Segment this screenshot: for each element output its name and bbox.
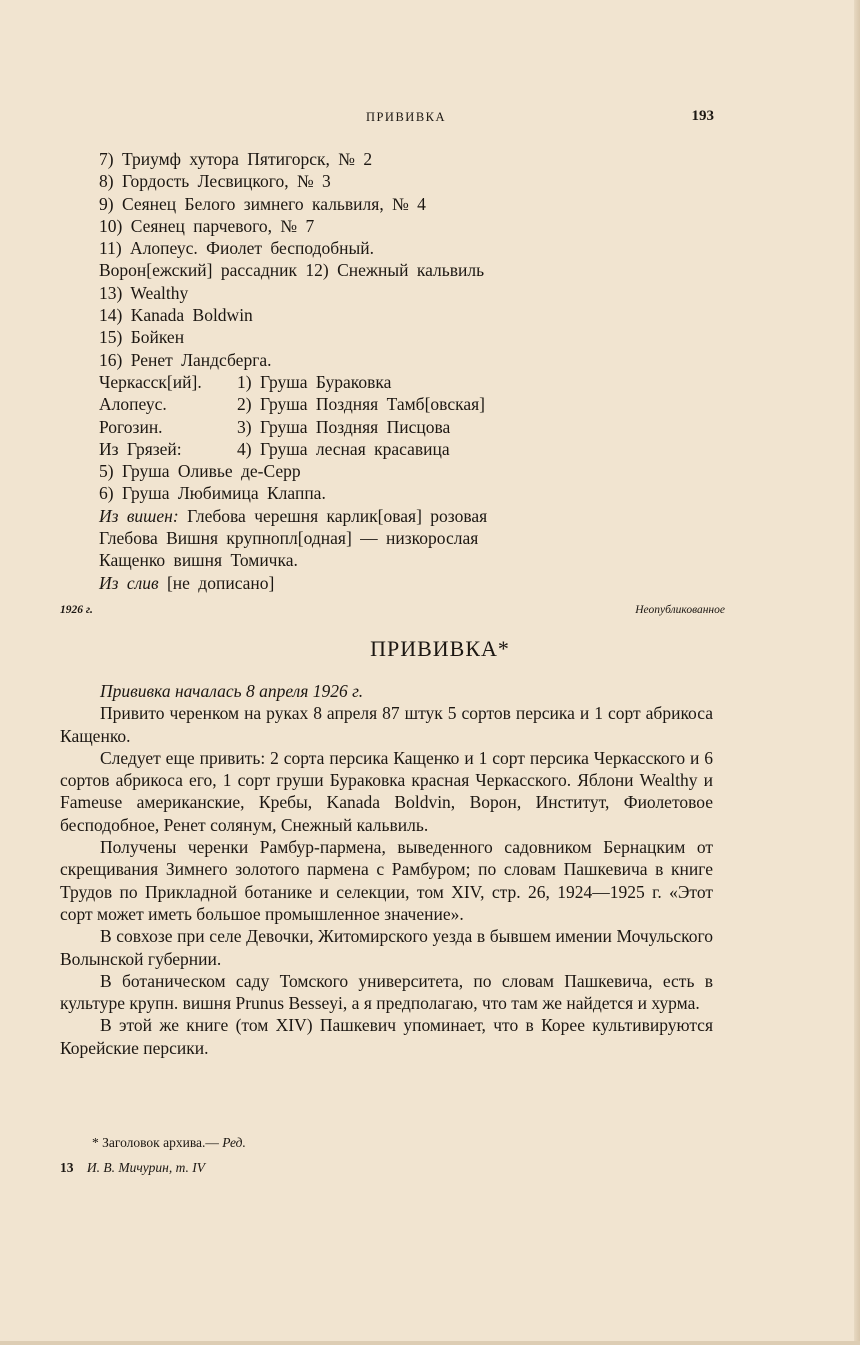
signoff-status: Неопубликованное	[635, 604, 725, 616]
article-body	[60, 680, 713, 1059]
footnote-editor: Ред.	[222, 1135, 246, 1150]
cherries-label: Из вишен:	[99, 505, 179, 526]
paragraph: Следует еще привить: 2 сорта персика Кащенко и 1 сорт персика Черкасского и 6 сортов абрикоса его, 1 сорт груши Бураковка красная Черкасского. Яблони Wealthy и Fameuse американские, Кребы, Kanada Boldvin, Ворон, Институт, Фиолетовое бесподобное, Ренет солянум, Снежный кальвиль.	[60, 747, 713, 835]
paragraph: В ботаническом саду Томского университета, по словам Пашкевича, есть в культуре крупн. вишня Prunus Besseyi, а я предполагаю, что там же найдется и хурма.	[60, 970, 713, 1014]
article-title: ПРИВИВКА*	[370, 636, 510, 661]
signoff-date: 1926 г.	[60, 604, 93, 616]
plums-label: Из слив	[99, 572, 159, 593]
page-number: 193	[691, 108, 714, 124]
list-item: 5) Груша Оливье де-Серр	[99, 461, 301, 482]
list-item: 7) Триумф хутора Пятигорск, № 2	[99, 149, 373, 169]
pear-row	[99, 371, 719, 393]
pear-row	[99, 416, 719, 438]
plums-text: [не дописано]	[166, 572, 275, 593]
page-edge-bottom	[0, 1341, 860, 1345]
paragraph: Привито черенком на руках 8 апреля 87 штук 5 сортов персика и 1 сорт абрикоса Кащенко.	[60, 703, 713, 746]
page-edge	[854, 0, 860, 1345]
pear-source: Черкасск[ий].	[99, 371, 202, 392]
list-item: 11) Алопеус. Фиолет бесподобный.	[99, 238, 375, 259]
variety-list	[99, 148, 719, 594]
list-item: 15) Бойкен	[99, 327, 185, 348]
list-item: Ворон[ежский] рассадник 12) Снежный кальвиль	[99, 260, 485, 281]
list-item: 8) Гордость Лесвицкого, № 3	[99, 171, 331, 192]
pear-item: 3) Груша Поздняя Писцова	[237, 416, 451, 437]
list-item: 9) Сеянец Белого зимнего кальвиля, № 4	[99, 193, 426, 214]
imprint-source: И. В. Мичурин, т. IV	[86, 1160, 205, 1175]
paragraph: Получены черенки Рамбур-пармена, выведенного садовником Бернацким от скрещивания Зимнего золотого пармена с Рамбуром; по словам Пашкевича в книге Трудов по Прикладной ботанике и селекции, том XIV, стр. 26, 1924—1925 г. «Этот сорт может иметь большое промышленное значение».	[60, 837, 713, 924]
pear-source: Из Грязей:	[99, 438, 182, 459]
list-item: 6) Груша Любимица Клаппа.	[99, 483, 326, 504]
paragraph: В этой же книге (том XIV) Пашкевич упоминает, что в Корее культивируются Корейские персики.	[60, 1015, 713, 1058]
pear-item: 4) Груша лесная красавица	[237, 438, 450, 459]
list-item: 13) Wealthy	[99, 282, 189, 303]
pear-item: 2) Груша Поздняя Тамб[овская]	[237, 394, 485, 415]
list-item: 16) Ренет Ландсберга.	[99, 349, 272, 370]
list-item: Глебова Вишня крупнопл[одная] — низкорослая	[99, 528, 479, 549]
signature-mark: 13	[60, 1160, 74, 1175]
footnote	[92, 1135, 246, 1151]
pear-item: 1) Груша Бураковка	[237, 371, 392, 392]
plums-line	[99, 572, 719, 594]
pear-source: Рогозин.	[99, 416, 163, 437]
footnote-text: * Заголовок архива.—	[92, 1135, 219, 1150]
list-item: Кащенко вишня Томичка.	[99, 550, 298, 571]
cherries-text: Глебова черешня карлик[овая] розовая	[187, 505, 488, 526]
list-item: 10) Сеянец парчевого, № 7	[99, 215, 315, 236]
paragraph: Прививка началась 8 апреля 1926 г.	[100, 681, 364, 701]
pear-row	[99, 438, 719, 460]
running-title: ПРИВИВКА	[365, 110, 447, 124]
imprint	[60, 1160, 205, 1176]
pear-source: Алопеус.	[99, 394, 167, 415]
cherries-line	[99, 505, 719, 527]
list-item: 14) Kanada Boldwin	[99, 305, 253, 326]
paragraph: В совхозе при селе Девочки, Житомирского уезда в бывшем имении Мочульского Волынской губернии.	[60, 926, 713, 969]
pear-row	[99, 393, 719, 415]
